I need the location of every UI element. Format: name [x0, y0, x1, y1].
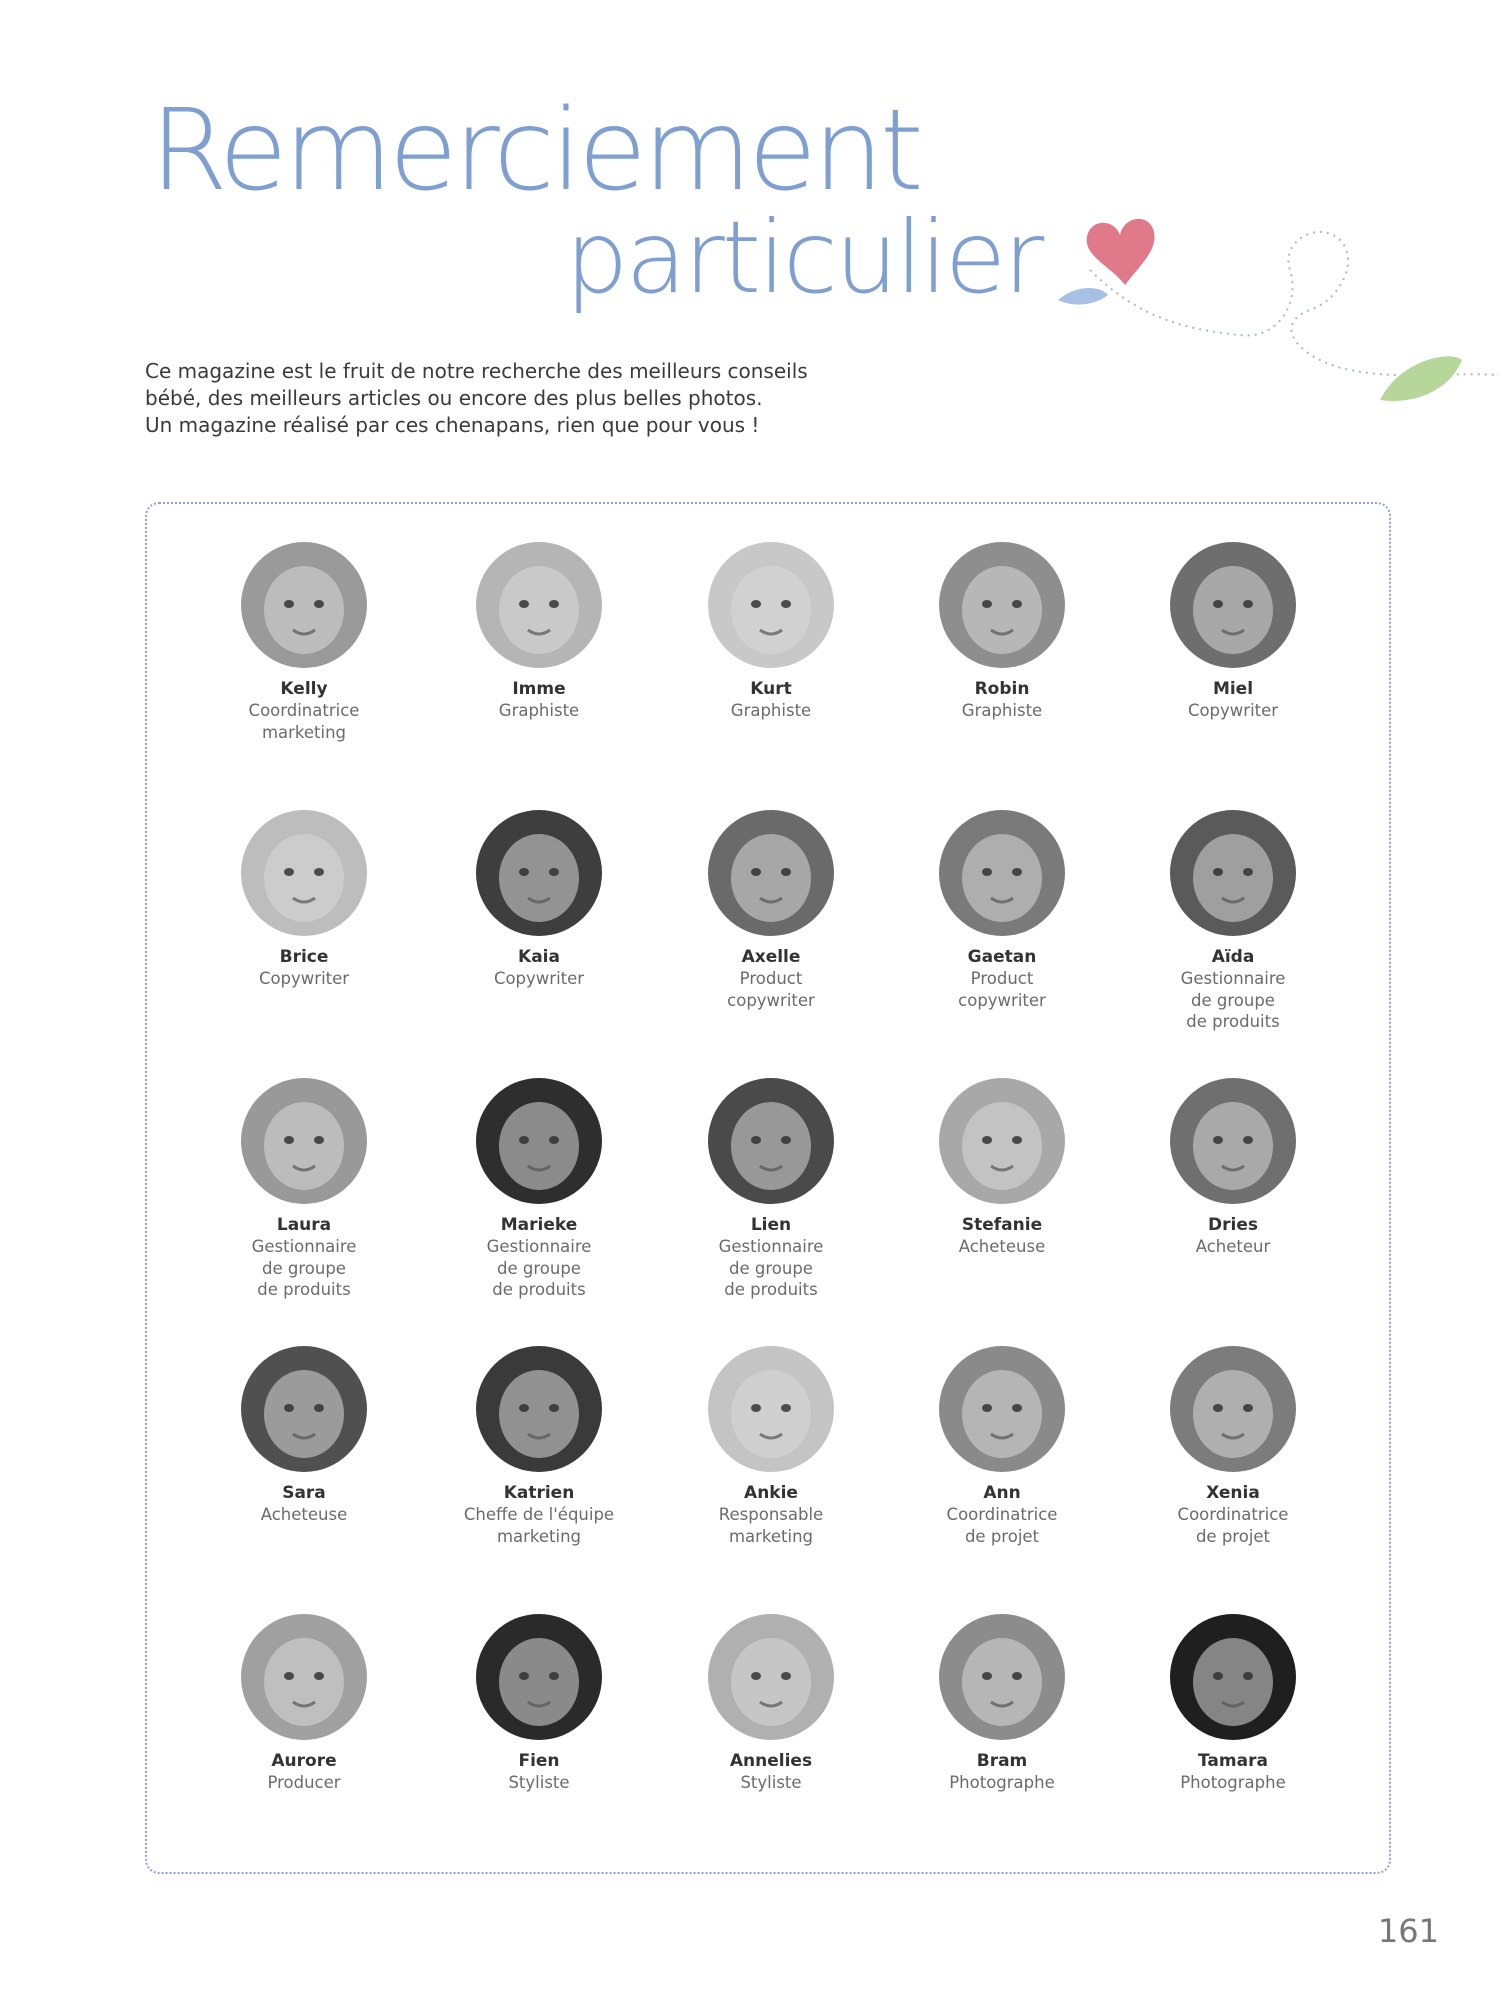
page-title-line2: particulier [565, 199, 1042, 316]
member-role: Graphiste [961, 701, 1043, 720]
member-name: Annelies [729, 1751, 813, 1771]
team-member [439, 810, 639, 990]
intro-text [145, 358, 885, 439]
team-member [204, 810, 404, 990]
member-role: Acheteuse [958, 1237, 1046, 1256]
avatar [708, 1346, 834, 1472]
member-name: Marieke [500, 1215, 578, 1235]
avatar [476, 1346, 602, 1472]
team-member [1133, 1078, 1333, 1258]
avatar [708, 1078, 834, 1204]
team-member [1133, 1614, 1333, 1794]
member-name: Brice [279, 947, 329, 967]
avatar [476, 1078, 602, 1204]
member-role: Graphiste [730, 701, 812, 720]
team-member [1133, 810, 1333, 1033]
team-member [439, 1346, 639, 1547]
member-name: Kaia [518, 947, 560, 967]
team-member [902, 810, 1102, 1011]
member-name: Kelly [280, 679, 328, 699]
leaf-blue-icon [1058, 288, 1108, 305]
avatar [1170, 542, 1296, 668]
team-member [671, 1078, 871, 1301]
member-role: Producer [267, 1773, 341, 1792]
member-name: Dries [1208, 1215, 1258, 1235]
heart-icon [1087, 219, 1155, 285]
member-role: Cheffe de l'équipe marketing [463, 1505, 615, 1546]
member-name: Fien [518, 1751, 560, 1771]
member-role: Styliste [508, 1773, 570, 1792]
team-member [671, 542, 871, 722]
page-number: 161 [1377, 1912, 1439, 1950]
member-name: Sara [282, 1483, 326, 1503]
member-role: Copywriter [258, 969, 350, 988]
avatar [939, 810, 1065, 936]
intro-line: Un magazine réalisé par ces chenapans, rien que pour vous ! [145, 413, 760, 437]
member-name: Ankie [744, 1483, 798, 1503]
team-member [902, 542, 1102, 722]
member-name: Miel [1212, 679, 1254, 699]
team-member [439, 542, 639, 722]
member-name: Ann [983, 1483, 1021, 1503]
team-member [671, 1346, 871, 1547]
avatar [241, 810, 367, 936]
avatar [939, 1614, 1065, 1740]
team-member [204, 1346, 404, 1526]
member-role: Acheteur [1195, 1237, 1271, 1256]
team-member [902, 1346, 1102, 1547]
member-name: Aïda [1211, 947, 1255, 967]
avatar [1170, 1078, 1296, 1204]
intro-line: bébé, des meilleurs articles ou encore des plus belles photos. [145, 386, 763, 410]
team-member [439, 1078, 639, 1301]
leaf-green-icon [1380, 356, 1462, 401]
avatar [708, 810, 834, 936]
avatar [476, 1614, 602, 1740]
page-title-line1: Remerciement [150, 86, 920, 216]
member-role: Gestionnaire de groupe de produits [718, 1237, 824, 1299]
avatar [708, 1614, 834, 1740]
team-member [902, 1078, 1102, 1258]
avatar [241, 1346, 367, 1472]
member-name: Gaetan [967, 947, 1037, 967]
member-role: Gestionnaire de groupe de produits [251, 1237, 357, 1299]
avatar [241, 1614, 367, 1740]
member-role: Coordinatrice de projet [1177, 1505, 1289, 1546]
member-role: Product copywriter [958, 969, 1046, 1010]
member-role: Acheteuse [260, 1505, 348, 1524]
avatar [1170, 1346, 1296, 1472]
team-member [439, 1614, 639, 1794]
member-name: Katrien [503, 1483, 575, 1503]
team-member [902, 1614, 1102, 1794]
member-name: Xenia [1206, 1483, 1260, 1503]
member-role: Product copywriter [727, 969, 815, 1010]
member-role: Coordinatrice de projet [946, 1505, 1058, 1546]
member-role: Styliste [740, 1773, 802, 1792]
intro-line: Ce magazine est le fruit de notre recherche des meilleurs conseils [145, 359, 808, 383]
avatar [241, 1078, 367, 1204]
member-role: Gestionnaire de groupe de produits [486, 1237, 592, 1299]
avatar [1170, 810, 1296, 936]
team-member [671, 810, 871, 1011]
member-name: Robin [974, 679, 1030, 699]
member-name: Stefanie [961, 1215, 1043, 1235]
avatar [241, 542, 367, 668]
avatar [939, 542, 1065, 668]
avatar [939, 1078, 1065, 1204]
member-name: Tamara [1198, 1751, 1268, 1771]
member-role: Graphiste [498, 701, 580, 720]
avatar [476, 542, 602, 668]
member-name: Aurore [271, 1751, 337, 1771]
team-member [204, 1614, 404, 1794]
team-grid [145, 502, 1391, 1874]
member-name: Axelle [741, 947, 801, 967]
team-member [671, 1614, 871, 1794]
member-name: Imme [512, 679, 566, 699]
team-member [204, 1078, 404, 1301]
member-role: Copywriter [1187, 701, 1279, 720]
avatar [708, 542, 834, 668]
heart-flower-decoration [1040, 200, 1499, 420]
member-name: Laura [276, 1215, 332, 1235]
member-role: Coordinatrice marketing [248, 701, 360, 742]
member-name: Kurt [750, 679, 792, 699]
member-role: Photographe [949, 1773, 1055, 1792]
team-member [1133, 542, 1333, 722]
member-name: Lien [750, 1215, 792, 1235]
member-role: Gestionnaire de groupe de produits [1180, 969, 1286, 1031]
member-role: Photographe [1180, 1773, 1286, 1792]
avatar [939, 1346, 1065, 1472]
avatar [1170, 1614, 1296, 1740]
team-member [204, 542, 404, 743]
avatar [476, 810, 602, 936]
team-member [1133, 1346, 1333, 1547]
member-role: Responsable marketing [718, 1505, 824, 1546]
member-role: Copywriter [493, 969, 585, 988]
member-name: Bram [976, 1751, 1028, 1771]
